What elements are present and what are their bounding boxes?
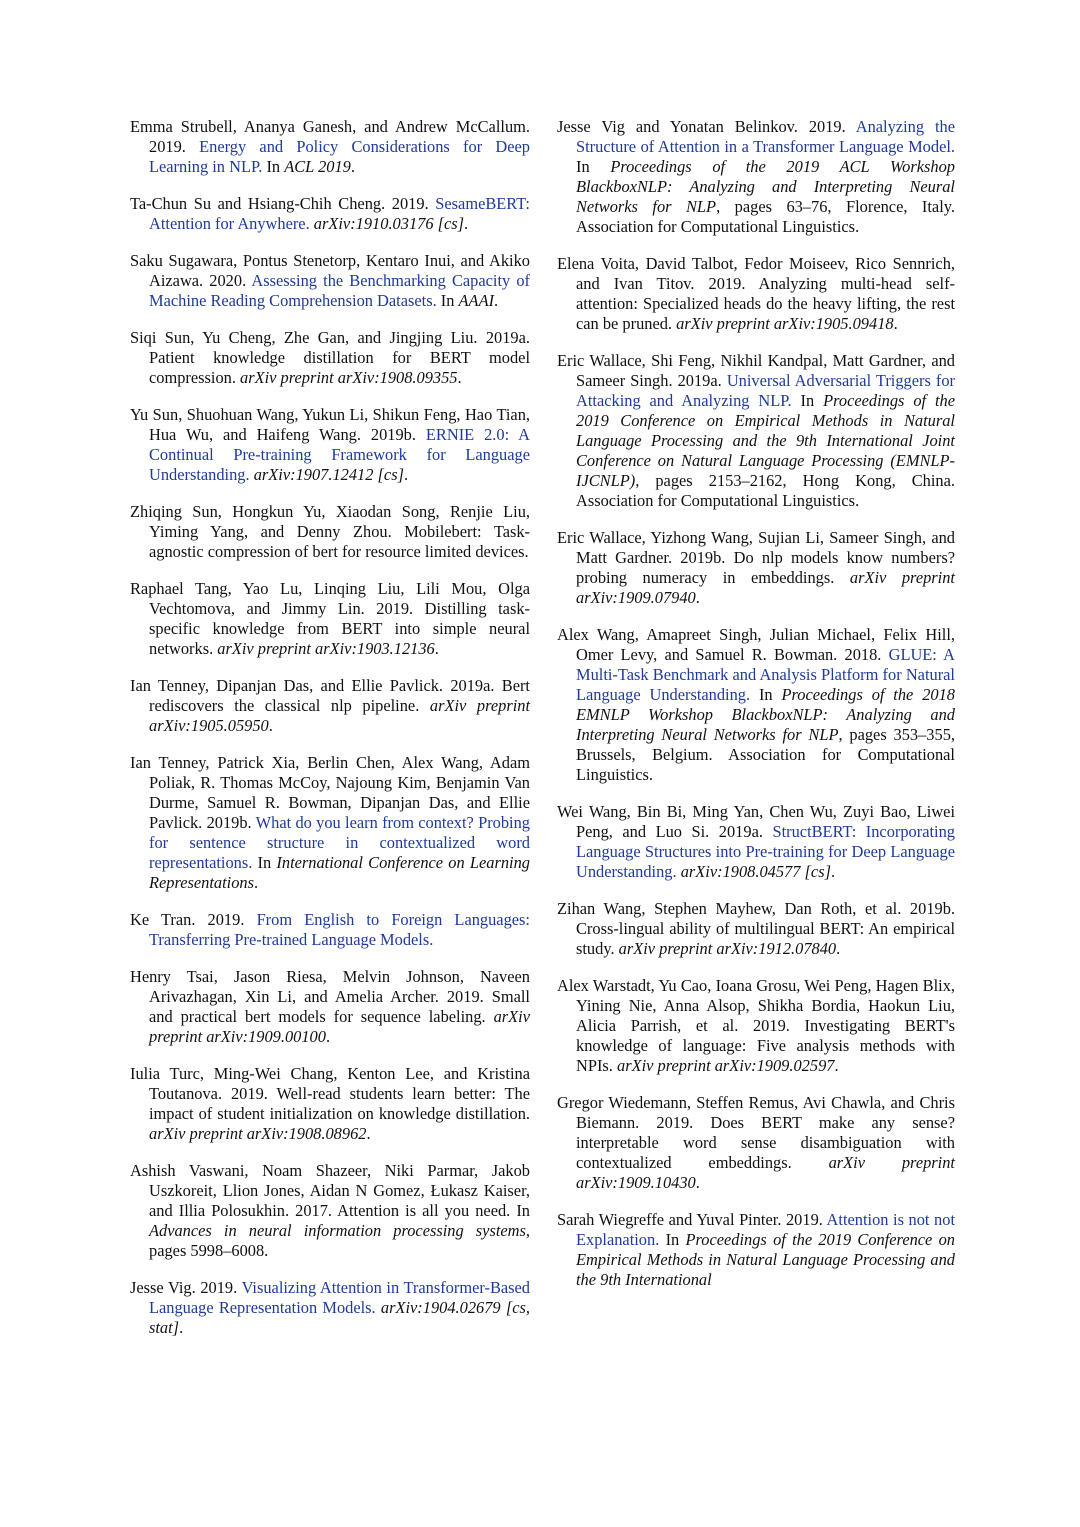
reference-entry [130, 502, 530, 562]
reference-entry [130, 579, 530, 659]
reference-entry [557, 528, 955, 608]
reference-text: In [659, 1230, 686, 1249]
reference-venue: Proceedings of the 2019 Conference on Empirical Methods in Natural Language Processing and the 9th International Joint Conference on Natural Language Processing (EMNLP-IJCNLP) [576, 391, 955, 490]
reference-text: Jesse Vig and Yonatan Belinkov. 2019. [557, 117, 856, 136]
reference-text: . [893, 314, 898, 333]
reference-entry [557, 117, 955, 237]
reference-text: In [750, 685, 782, 704]
reference-entry [130, 1064, 530, 1144]
reference-text: . [350, 157, 355, 176]
reference-text: . [464, 214, 469, 233]
references-right-column [557, 117, 955, 1307]
reference-venue: arXiv:1907.12412 [cs] [253, 465, 404, 484]
reference-text: Ta-Chun Su and Hsiang-Chih Cheng. 2019. [130, 194, 436, 213]
reference-text: . [434, 639, 439, 658]
reference-title-link[interactable]: From English to Foreign Languages: Transferring Pre-trained Language Models. [149, 910, 530, 949]
reference-text: Saku Sugawara, Pontus Stenetorp, Kentaro Inui, and Akiko Aizawa. 2020. [130, 251, 530, 290]
reference-text: . [325, 1027, 331, 1046]
reference-text: . [695, 1173, 700, 1192]
reference-venue: arXiv preprint arXiv:1909.07940 [576, 568, 955, 607]
reference-text: In [436, 291, 459, 310]
reference-entry [130, 251, 530, 311]
reference-entry [557, 1093, 955, 1193]
reference-text: . [836, 939, 841, 958]
reference-text: . [830, 862, 836, 881]
reference-text: , pages 2153–2162, Hong Kong, China. Association for Computational Linguistics. [576, 471, 955, 510]
reference-entry [130, 405, 530, 485]
reference-text: In [791, 391, 824, 410]
reference-title-link[interactable]: ERNIE 2.0: A Continual Pre-training Framework for Language Understanding. [149, 425, 531, 484]
reference-text: Raphael Tang, Yao Lu, Linqing Liu, Lili Mou, Olga Vechtomova, and Jimmy Lin. 2019. Distilling task-specific knowledge from BERT into simple neural networks. [130, 579, 530, 658]
reference-entry [130, 967, 530, 1047]
reference-text: In [262, 157, 285, 176]
reference-text: . [254, 873, 259, 892]
reference-text: Iulia Turc, Ming-Wei Chang, Kenton Lee, and Kristina Toutanova. 2019. Well-read students learn better: The impact of student initialization on knowledge distillation. [130, 1064, 530, 1123]
reference-text: Ian Tenney, Dipanjan Das, and Ellie Pavlick. 2019a. Bert rediscovers the classical nlp pipeline. [130, 676, 530, 715]
reference-venue: Proceedings of the 2018 EMNLP Workshop BlackboxNLP: Analyzing and Interpreting Neural Networks for NLP [576, 685, 955, 744]
reference-entry [557, 254, 955, 334]
reference-venue: arXiv:1908.04577 [cs] [680, 862, 831, 881]
reference-text: Alex Warstadt, Yu Cao, Ioana Grosu, Wei Peng, Hagen Blix, Yining Nie, Anna Alsop, Shikha Bordia, Haokun Liu, Alicia Parrish, et al. 2019. Investigating BERT's knowledge of language: Five analysis methods with NPIs. [557, 976, 955, 1075]
reference-venue: arXiv:1904.02679 [cs, stat] [149, 1298, 530, 1337]
reference-text: Eric Wallace, Shi Feng, Nikhil Kandpal, Matt Gardner, and Sameer Singh. 2019a. [557, 351, 955, 390]
reference-text: Ke Tran. 2019. [130, 910, 257, 929]
references-left-column [130, 117, 530, 1355]
reference-entry [130, 910, 530, 950]
reference-entry [130, 1278, 530, 1338]
reference-text: Henry Tsai, Jason Riesa, Melvin Johnson, Naveen Arivazhagan, Xin Li, and Amelia Archer. 2019. Small and practical bert models for sequence labeling. [130, 967, 530, 1026]
reference-text: . [695, 588, 700, 607]
reference-entry [557, 976, 955, 1076]
reference-entry [130, 194, 530, 234]
reference-text: Alex Wang, Amapreet Singh, Julian Michael, Felix Hill, Omer Levy, and Samuel R. Bowman. 2018. [557, 625, 955, 664]
reference-title-link[interactable]: SesameBERT: Attention for Anywhere. [149, 194, 530, 233]
reference-title-link[interactable]: What do you learn from context? Probing for sentence structure in contextualized word representations. [149, 813, 530, 872]
reference-text: Jesse Vig. 2019. [130, 1278, 242, 1297]
reference-venue: arXiv preprint arXiv:1909.00100 [149, 1007, 530, 1046]
reference-text: In [252, 853, 277, 872]
reference-entry [557, 802, 955, 882]
reference-title-link[interactable]: Analyzing the Structure of Attention in a Transformer Language Model. [576, 117, 956, 156]
reference-text: , pages 63–76, Florence, Italy. Association for Computational Linguistics. [576, 197, 955, 236]
reference-entry [557, 351, 955, 511]
reference-title-link[interactable]: Visualizing Attention in Transformer-Based Language Representation Models. [149, 1278, 531, 1317]
reference-text: Gregor Wiedemann, Steffen Remus, Avi Chawla, and Chris Biemann. 2019. Does BERT make any sense? interpretable word sense disambiguation with contextualized embeddings. [557, 1093, 955, 1172]
reference-text: Zhiqing Sun, Hongkun Yu, Xiaodan Song, Renjie Liu, Yiming Yang, and Denny Zhou. Mobilebert: Task-agnostic compression of bert for resource limited devices. [130, 502, 530, 561]
reference-entry [130, 328, 530, 388]
reference-text: Zihan Wang, Stephen Mayhew, Dan Roth, et al. 2019b. Cross-lingual ability of multilingual BERT: An empirical study. [557, 899, 955, 958]
reference-venue: arXiv:1910.03176 [cs] [313, 214, 465, 233]
reference-text: Wei Wang, Bin Bi, Ming Yan, Chen Wu, Zuyi Bao, Liwei Peng, and Luo Si. 2019a. [557, 802, 955, 841]
reference-text: Yu Sun, Shuohuan Wang, Yukun Li, Shikun Feng, Hao Tian, Hua Wu, and Haifeng Wang. 2019b. [130, 405, 530, 444]
reference-venue: AAAI [458, 291, 495, 310]
reference-text: Ian Tenney, Patrick Xia, Berlin Chen, Alex Wang, Adam Poliak, R. Thomas McCoy, Najoung Kim, Benjamin Van Durme, Samuel R. Bowman, Dipanjan Das, and Ellie Pavlick. 2019b. [130, 753, 530, 832]
reference-title-link[interactable]: Attention is not not Explanation. [576, 1210, 955, 1249]
reference-text: In [576, 157, 611, 176]
reference-entry [557, 899, 955, 959]
reference-text: Ashish Vaswani, Noam Shazeer, Niki Parmar, Jakob Uszkoreit, Llion Jones, Aidan N Gomez, Łukasz Kaiser, and Illia Polosukhin. 2017. Attention is all you need. In [130, 1161, 530, 1220]
reference-text: , pages 353–355, Brussels, Belgium. Association for Computational Linguistics. [576, 725, 955, 784]
reference-venue: arXiv preprint arXiv:1908.08962 [149, 1124, 367, 1143]
reference-venue: arXiv preprint arXiv:1908.09355 [240, 368, 458, 387]
reference-venue: Proceedings of the 2019 Conference on Empirical Methods in Natural Language Processing and the 9th International [576, 1230, 955, 1289]
reference-entry [130, 117, 530, 177]
reference-title-link[interactable]: GLUE: A Multi-Task Benchmark and Analysis Platform for Natural Language Understanding. [576, 645, 956, 704]
reference-text: . [268, 716, 273, 735]
reference-text: , pages 5998–6008. [149, 1221, 530, 1260]
reference-venue: arXiv preprint arXiv:1909.02597 [617, 1056, 835, 1075]
reference-venue: ACL 2019 [284, 157, 351, 176]
reference-entry [130, 753, 530, 893]
reference-entry [130, 1161, 530, 1261]
reference-title-link[interactable]: Energy and Policy Considerations for Deep Learning in NLP. [149, 137, 531, 176]
reference-title-link[interactable]: Universal Adversarial Triggers for Attacking and Analyzing NLP. [576, 371, 955, 410]
reference-title-link[interactable]: StructBERT: Incorporating Language Structures into Pre-training for Deep Language Understanding. [576, 822, 955, 881]
reference-venue: Proceedings of the 2019 ACL Workshop BlackboxNLP: Analyzing and Interpreting Neural Networks for NLP [576, 157, 955, 216]
reference-title-link[interactable]: Assessing the Benchmarking Capacity of Machine Reading Comprehension Datasets. [149, 271, 530, 310]
reference-text: . [403, 465, 409, 484]
reference-venue: arXiv preprint arXiv:1909.10430 [576, 1153, 955, 1192]
reference-text: . [457, 368, 462, 387]
reference-text: . [366, 1124, 371, 1143]
reference-text: Siqi Sun, Yu Cheng, Zhe Gan, and Jingjing Liu. 2019a. Patient knowledge distillation for BERT model compression. [130, 328, 530, 387]
reference-venue: Advances in neural information processing systems [149, 1221, 526, 1240]
reference-venue: arXiv preprint arXiv:1912.07840 [618, 939, 837, 958]
reference-text: Emma Strubell, Ananya Ganesh, and Andrew McCallum. 2019. [130, 117, 530, 156]
reference-venue: International Conference on Learning Representations [149, 853, 530, 892]
reference-venue: arXiv preprint arXiv:1903.12136 [217, 639, 435, 658]
reference-venue: arXiv preprint arXiv:1905.09418 [676, 314, 894, 333]
reference-text: Sarah Wiegreffe and Yuval Pinter. 2019. [557, 1210, 827, 1229]
reference-text: Elena Voita, David Talbot, Fedor Moiseev, Rico Sennrich, and Ivan Titov. 2019. Analyzing multi-head self-attention: Specialized heads do the heavy lifting, the rest can be pruned. [557, 254, 955, 333]
reference-entry [557, 625, 955, 785]
reference-text: . [834, 1056, 839, 1075]
reference-venue: arXiv preprint arXiv:1905.05950 [149, 696, 530, 735]
reference-entry [130, 676, 530, 736]
reference-text: . [179, 1318, 184, 1337]
reference-text: Eric Wallace, Yizhong Wang, Sujian Li, Sameer Singh, and Matt Gardner. 2019b. Do nlp models know numbers? probing numeracy in embeddings. [557, 528, 955, 587]
reference-entry [557, 1210, 955, 1290]
reference-text: . [494, 291, 499, 310]
